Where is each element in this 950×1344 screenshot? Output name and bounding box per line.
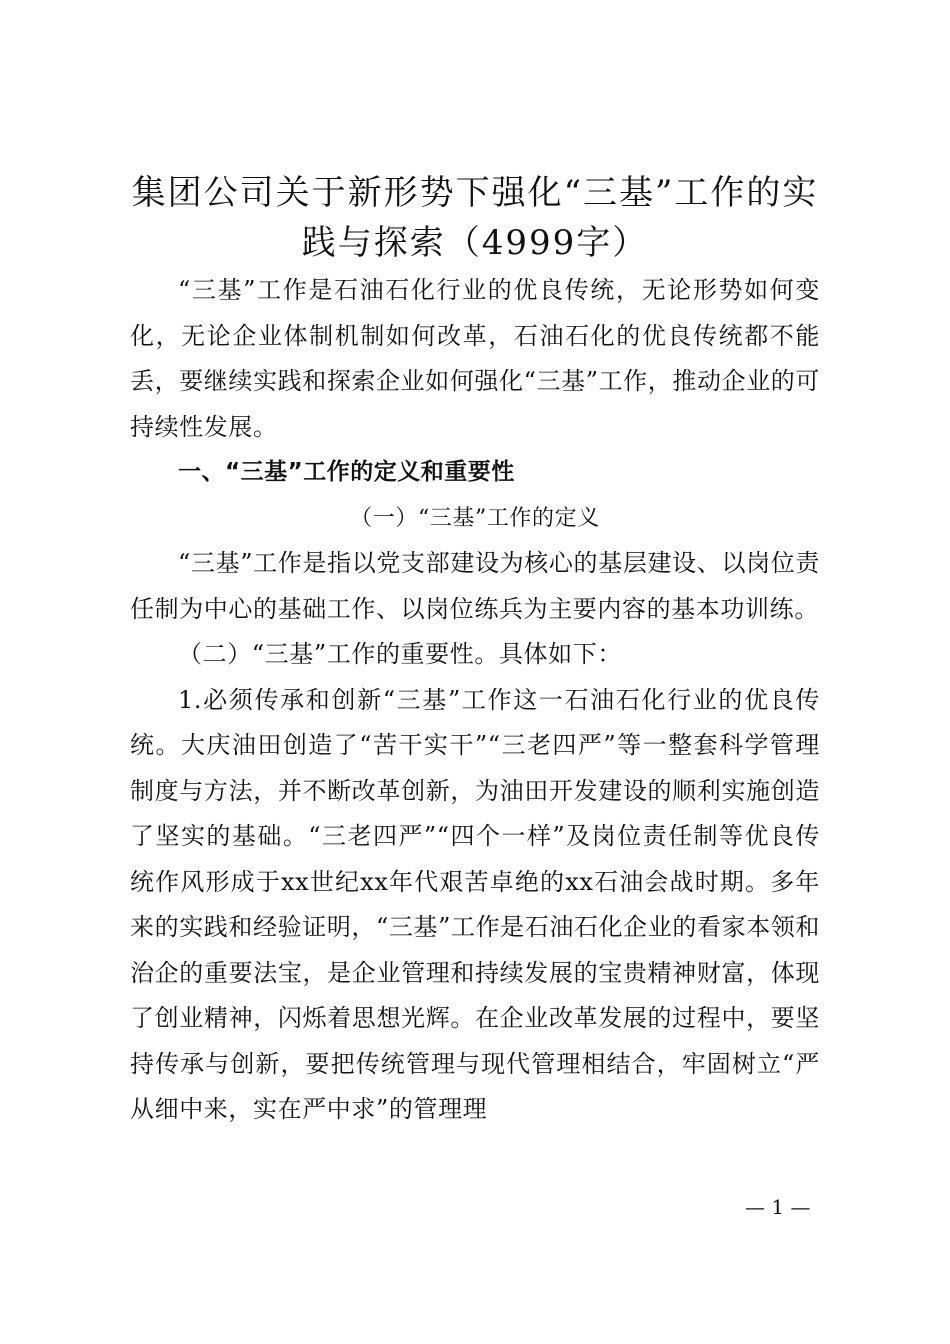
subsection-heading-2: （二）“三基”工作的重要性。具体如下： <box>178 640 622 668</box>
definition-paragraph: “三基”工作是指以党支部建设为核心的基层建设、以岗位责任制为中心的基础工作、以岗位练兵为主要内容的基本功训练。 <box>130 549 820 623</box>
subsection-heading-1: （一）“三基”工作的定义 <box>350 505 600 531</box>
importance-paragraph-1: 1.必须传承和创新“三基”工作这一石油石化行业的优良传统。大庆油田创造了“苦干实干”“三老四严”等一整套科学管理制度与方法，并不断改革创新，为油田开发建设的顺利实施创造了坚实的基础。“三老四严”“四个一样”及岗位责任制等优良传统作风形成于xx世纪xx年代艰苦卓绝的xx石油会战时期。多年来的实践和经验证明，“三基”工作是石油石化企业的看家本领和治企的重要法宝，是企业管理和持续发展的宝贵精神财富，体现了创业精神，闪烁着思想光辉。在企业改革发展的过程中，要坚持传承与创新，要把传统管理与现代管理相结合，牢固树立“严从细中来，实在严中求”的管理理 <box>130 685 820 1123</box>
document-title: 集团公司关于新形势下强化“三基”工作的实践与探索（4999字） <box>131 173 819 263</box>
document-body <box>130 268 820 1133</box>
intro-paragraph: “三基”工作是石油石化行业的优良传统，无论形势如何变化，无论企业体制机制如何改革，石油石化的优良传统都不能丢，要继续实践和探索企业如何强化“三基”工作，推动企业的可持续性发展。 <box>130 276 820 441</box>
page-number: — 1 — <box>745 1195 811 1219</box>
section-heading-1: 一、“三基”工作的定义和重要性 <box>178 459 515 485</box>
